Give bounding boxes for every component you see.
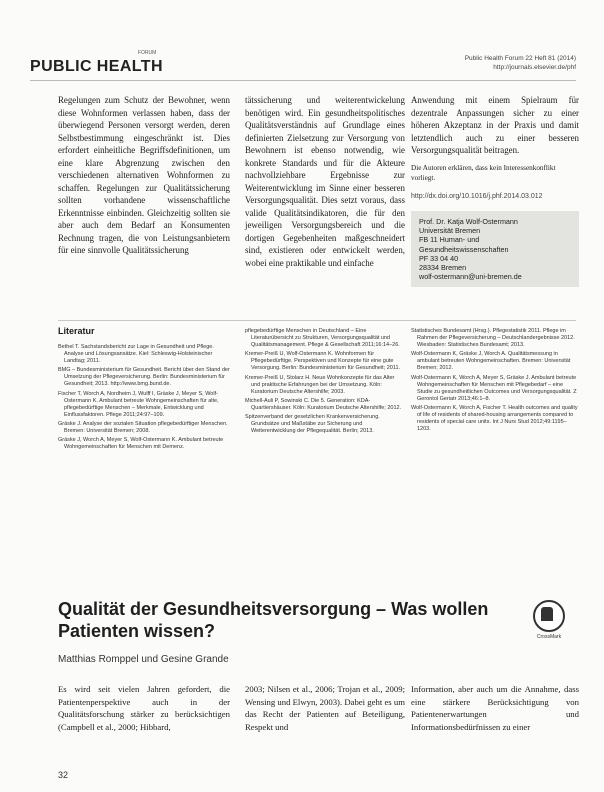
reference-item: Kremer-Preiß U, Stolarz H. Neue Wohnkonzepte für das Alter und praktische Erfahrungen bei der Umsetzung. Köln: Kuratorium Deutsche Altershilfe; 2003.	[245, 374, 395, 395]
reference-item: Spitzenverband der gesetzlichen Krankenversicherung. Grundsätze und Maßstäbe zur Sicherung und Weiterentwicklung der Pflegequalität. Berlin; 2013.	[245, 414, 380, 435]
article1-col2-text: tätssicherung und weiterentwickelung benötigen wird. Ein gesundheitspolitisches Qualitätsverständnis auf Grundlage eines definierten Zielsetzung zur Versorgung von Bewohnern ist ebenso notwendig, wie konkrete Standards und für die Akteure nachvollziehbare Ergebnisse zur Weiterentwicklung im Sinne einer besseren Versorgungsqualität. Dies setzt voraus, dass valide Qualitätsindikatoren, die für den jeweiligen Versorgungsbereich und die dortigen Gegebenheiten maßgeschneidert sind, existieren oder entwickelt werden, wobei eine praktikable und einfache	[245, 95, 405, 268]
address-line: Gesundheitswissenschaften	[419, 244, 509, 254]
conflict-note: Die Autoren erklären, dass kein Interessenkonflikt vorliegt.	[411, 163, 556, 182]
reference-item: BMG – Bundesministerium für Gesundheit. Bericht über den Stand der Umsetzung der Pflegeversicherung. Berlin: Bundesministerium für Gesundheit; 2013. http://www.bmg.bund.de.	[58, 367, 230, 388]
address-line: PF 33 04 40	[419, 253, 459, 263]
journal-logo	[30, 44, 190, 82]
article1-col3-text: Anwendung mit einem Spielraum für dezentrale Anpassungen sicher zu einer höheren Akzeptanz in der Praxis und damit letztendlich auch zu einer besseren Versorgungsqualität beitragen.	[411, 95, 579, 155]
author-email[interactable]: wolf-ostermann@uni-bremen.de	[419, 272, 522, 282]
header-divider	[30, 80, 576, 81]
article1-column-3	[411, 94, 579, 287]
reference-item: Wolf-Ostermann K, Worch A, Meyer S, Gräske J. Ambulant betreute Wohngemeinschaften für Menschen mit Pflegebedarf – eine Studie zu gesundheitlichen Outcomes und Versorgungsqualität. Z Gerontol Geriatr 2013;46:1–8.	[411, 374, 577, 402]
address-line: FB 11 Human- und	[419, 235, 480, 245]
address-line: Prof. Dr. Katja Wolf-Ostermann	[419, 217, 518, 226]
reference-item: Fischer T, Worch A, Nordheim J, Wulff I, Gräske J, Meyer S, Wolf-Ostermann K. Ambulant betreute Wohngemeinschaften für alte, pflegebedürftige Menschen – Merkmale, Entwicklung und Einflussfaktoren. Pflege 2011;24:97–109.	[58, 390, 219, 418]
article-authors: Matthias Romppel und Gesine Grande	[58, 654, 229, 665]
journal-brand: PUBLIC HEALTH	[30, 58, 163, 75]
crossmark-label: CrossMark	[536, 634, 562, 640]
journal-ref-line1: Public Health Forum 22 Heft 81 (2014)	[464, 55, 576, 62]
article2-column-2	[245, 683, 405, 739]
article1-column-1	[58, 94, 230, 263]
doi-link[interactable]: http://dx.doi.org/10.1016/j.phf.2014.03.012	[411, 192, 543, 200]
reference-item: Gräske J, Worch A, Meyer S, Wolf-Ostermann K. Ambulant betreute Wohngemeinschaften für Menschen mit Demenz.	[58, 437, 224, 451]
references-column-3	[411, 328, 579, 435]
article1-column-2	[245, 94, 405, 275]
reference-item: Statistisches Bundesamt (Hrsg.). Pflegestatistik 2011. Pflege im Rahmen der Pflegeversicherung – Deutschlandergebnisse 2012. Wiesbaden: Statistisches Bundesamt; 2013.	[411, 328, 575, 349]
reference-item: Wolf-Ostermann K, Gräske J, Worch A. Qualitätsmessung in ambulant betreuten Wohngemeinschaften. Bremen: Universität Bremen; 2012.	[411, 351, 571, 372]
references-column-2	[245, 328, 405, 437]
crossmark-badge[interactable]	[532, 600, 566, 640]
journal-reference	[406, 54, 576, 72]
article2-column-3	[411, 683, 579, 739]
journal-ref-line2: http://journals.elsevier.de/phf	[493, 64, 576, 71]
references-column-1	[58, 344, 232, 453]
article2-column-1	[58, 683, 230, 739]
reference-item: pflegebedürftige Menschen in Deutschland – Eine Literaturübersicht zu Strukturen, Versorgungsqualität und Qualitätsmanagement. Pflege & Gesellschaft 2011;16:14–26.	[245, 328, 400, 349]
address-line: 28334 Bremen	[419, 263, 467, 273]
article2-col1-text: Es wird seit vielen Jahren gefordert, die Patientenperspektive auch in der Qualitätsforschung stärker zu berücksichtigen (Campbell et al., 2000; Hibbard,	[58, 684, 230, 732]
author-address-box	[411, 211, 579, 287]
reference-item: Wolf-Ostermann K, Worch A, Fischer T. Health outcomes and quality of life of residents of shared-housing arrangements compared to residents of special care units. Int J Nurs Stud 2012;49:1195–1203.	[411, 404, 578, 433]
article2-col3-text: Information, aber auch um die Annahme, dass eine stärkere Berücksichtigung von Patientenerwartungen und Informationsbedürfnissen zu einer	[411, 684, 579, 732]
reference-item: Bethel T. Sachstandsbericht zur Lage in Gesundheit und Pflege. Analyse und Lösungsansätze. Kiel: Schleswig-Holsteinischer Landtag; 2011.	[58, 344, 214, 365]
article2-col2-text: 2003; Nilsen et al., 2006; Trojan et al., 2009; Wensing und Elwyn, 2003). Dabei geht es um das Recht der Patienten auf Beteiligung, Respekt und	[245, 684, 405, 732]
article1-col1-text: Regelungen zum Schutz der Bewohner, wenn diese Wohnformen verlassen haben, dass der überwiegend Personen versorgt werden, deren Selbstbestimmung eingeschränkt ist. Dies erfordert einheitliche Begriffsdefinitionen, um eine klare Abgrenzung zwischen den verschiedenen alternativen Wohnformen zu schaffen. Regelungen zur Qualitätssicherung sollten vorhandene wissenschaftliche Erkenntnisse einbinden. Gleichzeitig sollten sie aber auch dem Bedarf an Konsumenten Rechnung tragen, die von Leistungsanbietern für eine sinnvolle Qualitätssicherung	[58, 95, 230, 255]
crossmark-icon	[533, 600, 565, 632]
reference-item: Michell-Auli P, Sowinski C. Die 5. Generation: KDA-Quartiershäuser. Köln: Kuratorium Deutsche Altershilfe; 2012.	[245, 397, 402, 411]
brand-forum-label: FORUM	[138, 50, 157, 56]
article-title: Qualität der Gesundheitsversorgung – Was wollen Patienten wissen?	[58, 599, 489, 641]
address-line: Universität Bremen	[419, 226, 481, 236]
reference-item: Gräske J. Analyse der sozialen Situation pflegebedürftiger Menschen. Bremen: Universität Bremen; 2008.	[58, 420, 228, 435]
page-number: 32	[58, 770, 69, 780]
literature-heading: Literatur	[58, 326, 95, 336]
reference-item: Kremer-Preiß U, Wolf-Ostermann K. Wohnformen für Pflegebedürftige. Perspektiven und Konzepte für eine gute Versorgung. Berlin: Bundesministerium für Gesundheit; 2011.	[245, 351, 401, 372]
literature-divider	[58, 320, 576, 321]
